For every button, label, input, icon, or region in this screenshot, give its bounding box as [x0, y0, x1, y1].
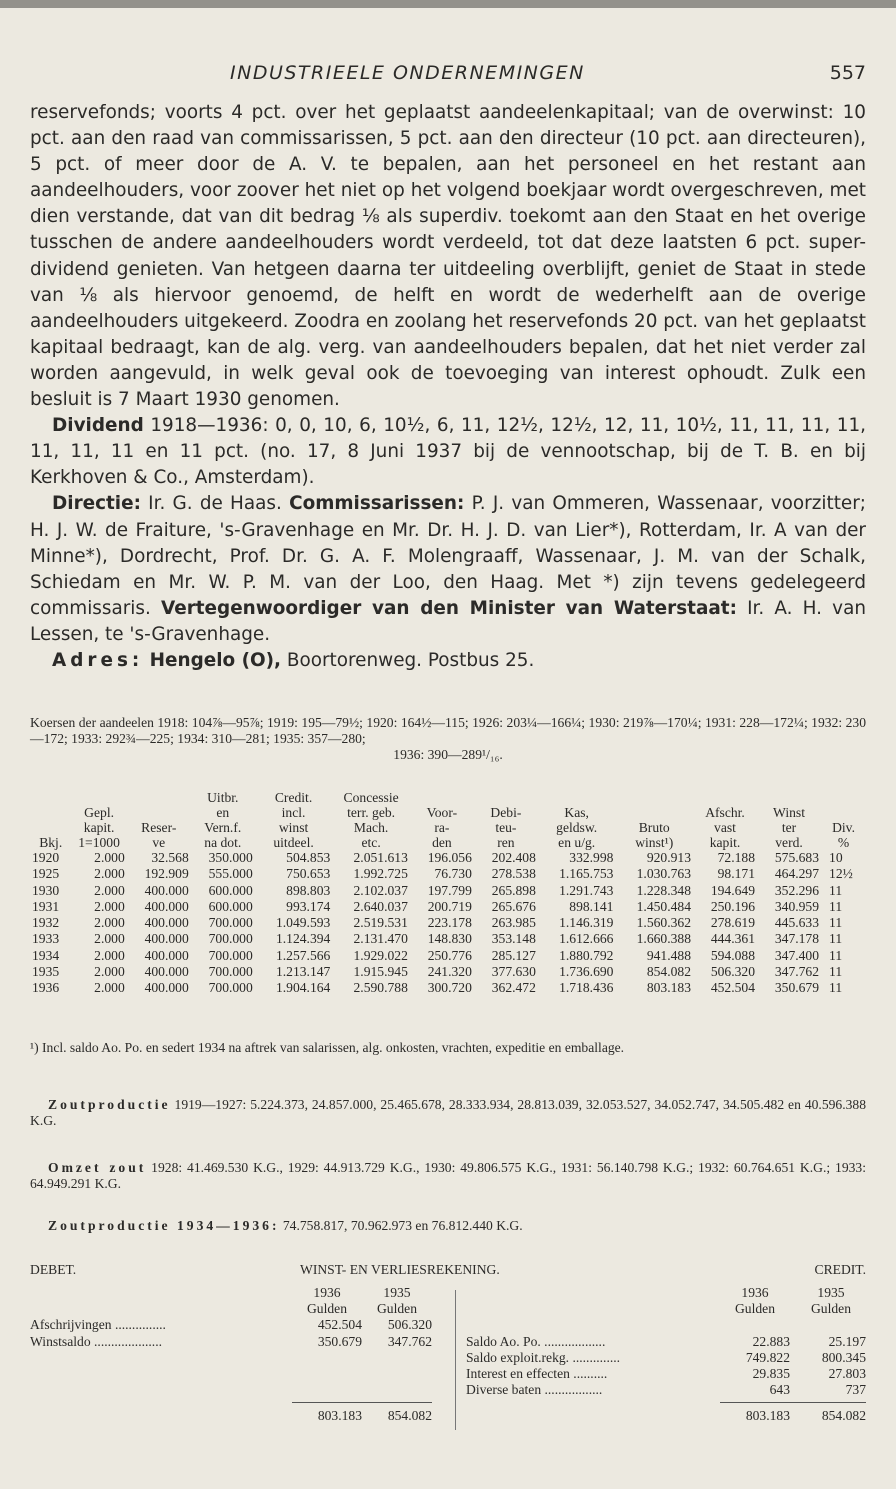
- zoutproductie-1934-1936: [48, 1218, 866, 1234]
- table-cell: 2.519.531: [353, 915, 408, 931]
- column-header: %: [837, 835, 850, 850]
- table-cell: 700.000: [208, 915, 253, 931]
- table-cell: 353.148: [491, 931, 536, 947]
- table-cell: 854.082: [646, 964, 691, 980]
- table-cell: 1.049.593: [275, 915, 331, 931]
- column-header: [615, 805, 693, 820]
- table-cell: 202.408: [491, 850, 536, 865]
- year-1935: 1935: [817, 1285, 845, 1300]
- debet-total-1936: 803.183: [317, 1408, 362, 1423]
- account-v1: 22.883: [752, 1333, 790, 1349]
- column-header: uitdeel.: [273, 835, 314, 850]
- table-row: [30, 850, 866, 866]
- header-row: [30, 835, 866, 850]
- table-cell: 11: [829, 882, 843, 898]
- account-label: Winstsaldo ....................: [30, 1333, 162, 1349]
- table-cell: 400.000: [144, 947, 189, 963]
- table-cell: 285.127: [491, 947, 536, 963]
- column-header: [410, 790, 474, 805]
- year-header: [466, 1285, 866, 1301]
- column-header: teu-: [495, 820, 517, 835]
- table-cell: 1.560.362: [636, 915, 691, 931]
- zoutproductie-1919-1927: [30, 1097, 866, 1129]
- column-header: [821, 790, 866, 805]
- column-header: Debi-: [490, 805, 522, 820]
- account-v2: 506.320: [387, 1317, 432, 1333]
- table-cell: 11: [829, 964, 843, 980]
- column-header: vast: [714, 820, 736, 835]
- zoutproductie-text: 1919—1927: 5.224.373, 24.857.000, 25.465.678, 28.333.934, 28.813.039, 32.053.527, 34.052.747, 34.505.482 en 40.596.388 K.G.: [30, 1097, 866, 1128]
- table-cell: 265.898: [491, 882, 536, 898]
- dividend-text: 1918—1936: 0, 0, 10, 6, 10½, 6, 11, 12½, 12½, 12, 11, 10½, 11, 11, 11, 11, 11, 11, 11 en 11 pct. (no. 17, 8 Juni 1937 bij de vennootschap, bij de T. B. en bij Kerkhoven & Co., Amsterdam).: [30, 415, 866, 489]
- table-cell: 2.131.470: [353, 931, 408, 947]
- table-cell: 1.736.690: [559, 964, 614, 980]
- column-header: ter: [781, 820, 797, 835]
- table-cell: 2.000: [94, 850, 125, 865]
- table-row: [30, 915, 866, 931]
- account-v1: 749.822: [745, 1349, 790, 1365]
- debet-total-rule: [292, 1402, 432, 1403]
- commissarissen-label: Commissarissen:: [289, 493, 465, 515]
- column-header: kapit.: [83, 820, 115, 835]
- header-row: [30, 790, 866, 805]
- account-title: WINST- EN VERLIESREKENING.: [300, 1262, 500, 1277]
- table-cell: 400.000: [144, 931, 189, 947]
- account-v2: 25.197: [828, 1333, 866, 1349]
- account-row: [466, 1334, 866, 1350]
- omzet-label: Omzet zout: [48, 1160, 147, 1175]
- table-cell: 444.361: [710, 931, 756, 947]
- table-cell: 2.590.788: [353, 980, 408, 996]
- scan-edge: [0, 0, 896, 8]
- account-v2: 27.803: [828, 1365, 866, 1381]
- column-header: Mach.: [353, 820, 389, 835]
- column-header: [757, 790, 821, 805]
- header-row: [30, 805, 866, 820]
- column-header: Bkj.: [39, 835, 63, 850]
- table-cell: 504.853: [286, 850, 331, 865]
- table-cell: 1.929.022: [353, 947, 408, 963]
- table-cell: 278.619: [710, 915, 756, 931]
- account-label: Afschrijvingen ...............: [30, 1317, 166, 1333]
- column-header: Vern.f.: [204, 820, 242, 835]
- table-cell: 347.400: [774, 947, 820, 963]
- table-cell: 1.718.436: [559, 980, 614, 996]
- account-row: [466, 1350, 866, 1366]
- column-header: [474, 790, 538, 805]
- column-header: [821, 805, 866, 820]
- table-cell: 700.000: [208, 980, 253, 996]
- table-cell: 10: [829, 850, 843, 865]
- dividend-paragraph: [30, 413, 866, 491]
- column-header: geldsw.: [556, 820, 598, 835]
- table-cell: 600.000: [208, 898, 253, 914]
- table-cell: 1935: [32, 964, 60, 980]
- table-row: [30, 866, 866, 882]
- table-row: [30, 931, 866, 947]
- table-cell: 1.915.945: [353, 964, 408, 980]
- unit-header: [466, 1301, 866, 1317]
- account-label: Saldo exploit.rekg. ..............: [466, 1349, 621, 1365]
- table-cell: 265.676: [491, 898, 536, 914]
- omzet-text: 1928: 41.469.530 K.G., 1929: 44.913.729 K.G., 1930: 49.806.575 K.G., 1931: 56.140.798 K.G.; 1932: 60.764.651 K.G.; 1933: 64.949.291 K.G.: [30, 1160, 866, 1191]
- table-cell: 1.660.388: [636, 931, 691, 947]
- table-cell: 200.719: [427, 898, 472, 914]
- table-cell: 2.640.037: [353, 898, 408, 914]
- column-header: [615, 790, 693, 805]
- table-cell: 1.124.394: [275, 931, 331, 947]
- account-row: [466, 1366, 866, 1382]
- table-cell: 445.633: [774, 915, 820, 931]
- column-header: Bruto: [638, 820, 670, 835]
- table-cell: 241.320: [427, 964, 472, 980]
- column-header: terr. geb.: [347, 805, 396, 820]
- page-number: 557: [829, 62, 866, 84]
- zoutproductie2-label: Zoutproductie 1934—1936:: [48, 1218, 280, 1233]
- table-row: [30, 964, 866, 980]
- vertegenwoordiger-text: Ir. A. H. van Lessen, te 's-Gravenhage.: [30, 597, 866, 645]
- column-header: Credit.: [274, 790, 313, 805]
- blank-row: [466, 1317, 866, 1333]
- column-header: na dot.: [204, 835, 242, 850]
- account-v1: 452.504: [317, 1317, 362, 1333]
- account-header: [30, 1262, 866, 1280]
- adres-label: Adres:: [52, 649, 144, 671]
- table-cell: 340.959: [774, 898, 820, 914]
- column-header: 1=1000: [78, 835, 120, 850]
- table-cell: 223.178: [427, 915, 472, 931]
- year-1935: 1935: [383, 1285, 411, 1300]
- column-header: Voor-: [426, 805, 458, 820]
- table-cell: 11: [829, 947, 843, 963]
- column-header: [30, 805, 71, 820]
- table-cell: 1.291.743: [559, 882, 614, 898]
- credit-side: [466, 1285, 866, 1398]
- account-divider: [455, 1290, 456, 1430]
- column-header: Afschr.: [705, 805, 745, 820]
- financial-table: [30, 790, 866, 997]
- account-label: Saldo Ao. Po. ..................: [466, 1333, 606, 1349]
- column-header: [693, 790, 757, 805]
- share-prices-text: Koersen der aandeelen 1918: 104⅞—95⅞; 1919: 195—79½; 1920: 164½—115; 1926: 203¼—166¼; 1930: 219⅞—170¼; 1931: 228—172¼; 1932: 230—172; 1933: 292¾—225; 1934: 310—281; 1935: 357—280;: [30, 715, 866, 746]
- table-cell: 350.679: [774, 980, 820, 996]
- table-cell: 400.000: [144, 898, 189, 914]
- table-cell: 11: [829, 898, 843, 914]
- directie-text: Ir. G. de Haas.: [140, 493, 290, 515]
- column-header: [127, 790, 191, 805]
- table-cell: 148.830: [427, 931, 472, 947]
- table-cell: 1932: [32, 915, 60, 931]
- account-label: Interest en effecten ..........: [466, 1365, 608, 1381]
- table-cell: 197.799: [427, 882, 472, 898]
- account-row: [30, 1317, 430, 1333]
- column-header: Gepl.: [84, 805, 114, 820]
- account-v2: 737: [845, 1382, 866, 1398]
- account-row: [30, 1334, 430, 1350]
- zoutproductie2-text: 74.758.817, 70.962.973 en 76.812.440 K.G.: [279, 1218, 523, 1233]
- table-cell: 192.909: [144, 866, 189, 882]
- vertegenwoordiger-label: Vertegenwoordiger van den Minister van Waterstaat:: [161, 597, 737, 619]
- table-cell: 400.000: [144, 964, 189, 980]
- column-header: Div.: [832, 820, 855, 835]
- debet-total-1935: 854.082: [387, 1408, 432, 1423]
- column-header: [30, 790, 71, 805]
- table-cell: 1934: [32, 947, 60, 963]
- column-header: ra-: [434, 820, 450, 835]
- table-cell: 506.320: [710, 964, 756, 980]
- table-cell: 1.146.319: [559, 915, 614, 931]
- column-header: verd.: [775, 835, 803, 850]
- statutes-paragraph: reservefonds; voorts 4 pct. over het geplaatst aandeelenkapitaal; van de overwinst: 10 pct. aan den raad van commissarissen, 5 pct. aan den directeur (10 pct. aan directeuren), 5 pct. of meer door de A. V. te bepalen, aan het personeel en het restant aan aandeelhouders, voor zoover het niet op het volgend boekjaar wordt overgeschreven, met dien verstande, dat van dit bedrag ⅛ als superdiv. toekomt aan den Staat en het overige tusschen de andere aandeelhouders wordt verdeeld, tot dat deze laatsten 6 pct. super-dividend genieten. Van hetgeen daarna ter uitdeeling overblijft, geniet de Staat in stede van ⅛ als hiervoor genoemd, de helft en wordt de wederhelft aan de overige aandeelhouders uitgekeerd. Zoodra en zoolang het reservefonds 20 pct. van het geplaatst kapitaal bedraagt, kan de alg. verg. van aandeelhouders bepalen, dat het niet verder zal worden aangevuld, in welk geval ook de toevoeging van interest ophoudt. Zulk een besluit is 7 Maart 1930 genomen.: [30, 102, 866, 411]
- table-cell: 803.183: [646, 980, 691, 996]
- table-cell: 11: [829, 931, 843, 947]
- table-cell: 898.141: [569, 898, 614, 914]
- table-cell: 400.000: [144, 915, 189, 931]
- year-1936: 1936: [741, 1285, 769, 1300]
- credit-label: CREDIT.: [814, 1262, 866, 1277]
- account-v2: 800.345: [821, 1349, 866, 1365]
- table-cell: 194.649: [710, 882, 756, 898]
- year-1936: 1936: [313, 1285, 341, 1300]
- unit-1935: Gulden: [810, 1301, 852, 1317]
- table-cell: 11: [829, 980, 843, 996]
- table-cell: 32.568: [151, 850, 189, 865]
- unit-1936: Gulden: [306, 1301, 348, 1317]
- table-cell: 1925: [32, 866, 60, 882]
- table-cell: 250.196: [710, 898, 756, 914]
- table-cell: 11: [829, 915, 843, 931]
- table-cell: 920.913: [646, 850, 691, 865]
- table-cell: 1.880.792: [559, 947, 614, 963]
- column-header: incl.: [281, 805, 306, 820]
- table-row: [30, 899, 866, 915]
- credit-total-rule: [720, 1402, 866, 1403]
- table-cell: 362.472: [491, 980, 536, 996]
- table-cell: 898.803: [286, 882, 331, 898]
- header-row: [30, 820, 866, 835]
- board-paragraph: [30, 491, 866, 648]
- column-header: Reser-: [141, 820, 177, 835]
- table-cell: 2.000: [94, 915, 125, 931]
- column-header: winst: [278, 820, 309, 835]
- table-cell: 2.000: [94, 980, 125, 996]
- company-description: [30, 100, 866, 674]
- column-header: Kas,: [564, 805, 589, 820]
- table-cell: 332.998: [569, 850, 614, 865]
- share-prices: [30, 715, 866, 763]
- running-title: INDUSTRIEELE ONDERNEMINGEN: [230, 62, 585, 84]
- table-cell: 72.188: [717, 850, 756, 865]
- share-prices-last: 1936: 390—289¹/₁₆.: [393, 747, 503, 762]
- debet-side: [30, 1285, 430, 1350]
- column-header: [30, 820, 71, 835]
- table-cell: 1.030.763: [636, 866, 691, 882]
- table-cell: 941.488: [646, 947, 691, 963]
- account-v1: 643: [769, 1382, 790, 1398]
- table-cell: 464.297: [774, 866, 820, 882]
- unit-1936: Gulden: [734, 1301, 776, 1317]
- column-header: [538, 790, 616, 805]
- table-cell: 993.174: [286, 898, 331, 914]
- omzet-zout: [30, 1160, 866, 1192]
- table-cell: 555.000: [208, 866, 253, 882]
- account-label: Diverse baten .................: [466, 1382, 603, 1398]
- table-cell: 1.228.348: [636, 882, 691, 898]
- table-cell: 750.653: [286, 866, 331, 882]
- column-header: en: [216, 805, 230, 820]
- unit-header: [30, 1301, 430, 1317]
- unit-1935: Gulden: [376, 1301, 418, 1317]
- table-cell: 347.178: [774, 931, 820, 947]
- column-header: winst¹): [635, 835, 674, 850]
- table-cell: 1920: [32, 850, 60, 865]
- table-row: [30, 948, 866, 964]
- table-cell: 1930: [32, 882, 60, 898]
- column-header: etc.: [361, 835, 381, 850]
- account-row: [466, 1382, 866, 1398]
- column-header: Uitbr.: [207, 790, 239, 805]
- table-cell: 452.504: [710, 980, 756, 996]
- year-header: [30, 1285, 430, 1301]
- column-header: en u/g.: [558, 835, 596, 850]
- table-cell: 2.051.613: [353, 850, 408, 865]
- table-cell: 196.056: [427, 850, 472, 865]
- column-header: [127, 805, 191, 820]
- column-header: Winst: [773, 805, 805, 820]
- table-cell: 1.612.666: [559, 931, 614, 947]
- account-v1: 350.679: [317, 1333, 362, 1349]
- table-cell: 76.730: [434, 866, 472, 882]
- column-header: Concessie: [343, 790, 399, 805]
- table-cell: 98.171: [717, 866, 756, 882]
- table-cell: 2.000: [94, 866, 125, 882]
- table-cell: 2.102.037: [353, 882, 408, 898]
- commissarissen-text: P. J. van Ommeren, Wassenaar, voorzitter; H. J. W. de Fraiture, 's-Gravenhage en Mr. Dr. H. J. D. van Lier*), Rotterdam, Ir. A van der Minne*), Dordrecht, Prof. Dr. G. A. F. Molengraaff, Wassenaar, J. M. van der Schalk, Schiedam en Mr. W. P. M. van der Loo, den Haag. Met *) zijn tevens gedelegeerd commissaris.: [30, 493, 866, 619]
- footnote: ¹) Incl. saldo Ao. Po. en sedert 1934 na aftrek van salarissen, alg. onkosten, vrachten, expeditie en emballage.: [30, 1040, 625, 1055]
- table-cell: 300.720: [427, 980, 472, 996]
- credit-total-1936: 803.183: [745, 1408, 790, 1423]
- adres-text: Boortorenweg. Postbus 25.: [281, 649, 535, 671]
- table-cell: 1.992.725: [353, 866, 408, 882]
- credit-total-1935: 854.082: [821, 1408, 866, 1423]
- table-cell: 700.000: [208, 931, 253, 947]
- table-cell: 2.000: [94, 931, 125, 947]
- account-v2: 347.762: [387, 1333, 432, 1349]
- table-cell: 2.000: [94, 898, 125, 914]
- table-cell: 1.257.566: [275, 947, 331, 963]
- dividend-label: Dividend: [52, 415, 144, 437]
- account-v1: 29.835: [752, 1365, 790, 1381]
- table-cell: 1.904.164: [275, 980, 331, 996]
- table-cell: 2.000: [94, 882, 125, 898]
- directie-label: Directie:: [52, 493, 141, 515]
- adres-place: Hengelo (O),: [143, 649, 282, 671]
- table-cell: 1.450.484: [636, 898, 691, 914]
- table-cell: 347.762: [774, 964, 820, 980]
- debet-label: DEBET.: [30, 1262, 77, 1277]
- financial-table-body: [30, 850, 866, 997]
- table-cell: 2.000: [94, 964, 125, 980]
- table-cell: 263.985: [491, 915, 536, 931]
- column-header: ve: [152, 835, 166, 850]
- table-cell: 594.088: [710, 947, 756, 963]
- table-cell: 12½: [829, 866, 853, 882]
- table-cell: 1.165.753: [559, 866, 614, 882]
- financial-table-header: [30, 790, 866, 850]
- table-cell: 700.000: [208, 964, 253, 980]
- table-cell: 278.538: [491, 866, 536, 882]
- zoutproductie-label: Zoutproductie: [48, 1097, 171, 1112]
- table-cell: 700.000: [208, 947, 253, 963]
- table-cell: 400.000: [144, 980, 189, 996]
- table-cell: 1933: [32, 931, 60, 947]
- page-header: [30, 62, 866, 88]
- table-cell: 1931: [32, 898, 60, 914]
- column-header: ren: [497, 835, 515, 850]
- column-header: [71, 790, 126, 805]
- table-cell: 1936: [32, 980, 60, 996]
- table-row: [30, 980, 866, 996]
- table-cell: 600.000: [208, 882, 253, 898]
- table-cell: 350.000: [208, 850, 253, 865]
- table-cell: 400.000: [144, 882, 189, 898]
- table-cell: 2.000: [94, 947, 125, 963]
- table-cell: 352.296: [774, 882, 820, 898]
- table-cell: 1.213.147: [275, 964, 331, 980]
- table-row: [30, 883, 866, 899]
- address-paragraph: [30, 648, 866, 674]
- column-header: kapit.: [709, 835, 741, 850]
- table-cell: 250.776: [427, 947, 472, 963]
- column-header: den: [432, 835, 452, 850]
- table-cell: 575.683: [774, 850, 820, 865]
- table-cell: 377.630: [491, 964, 536, 980]
